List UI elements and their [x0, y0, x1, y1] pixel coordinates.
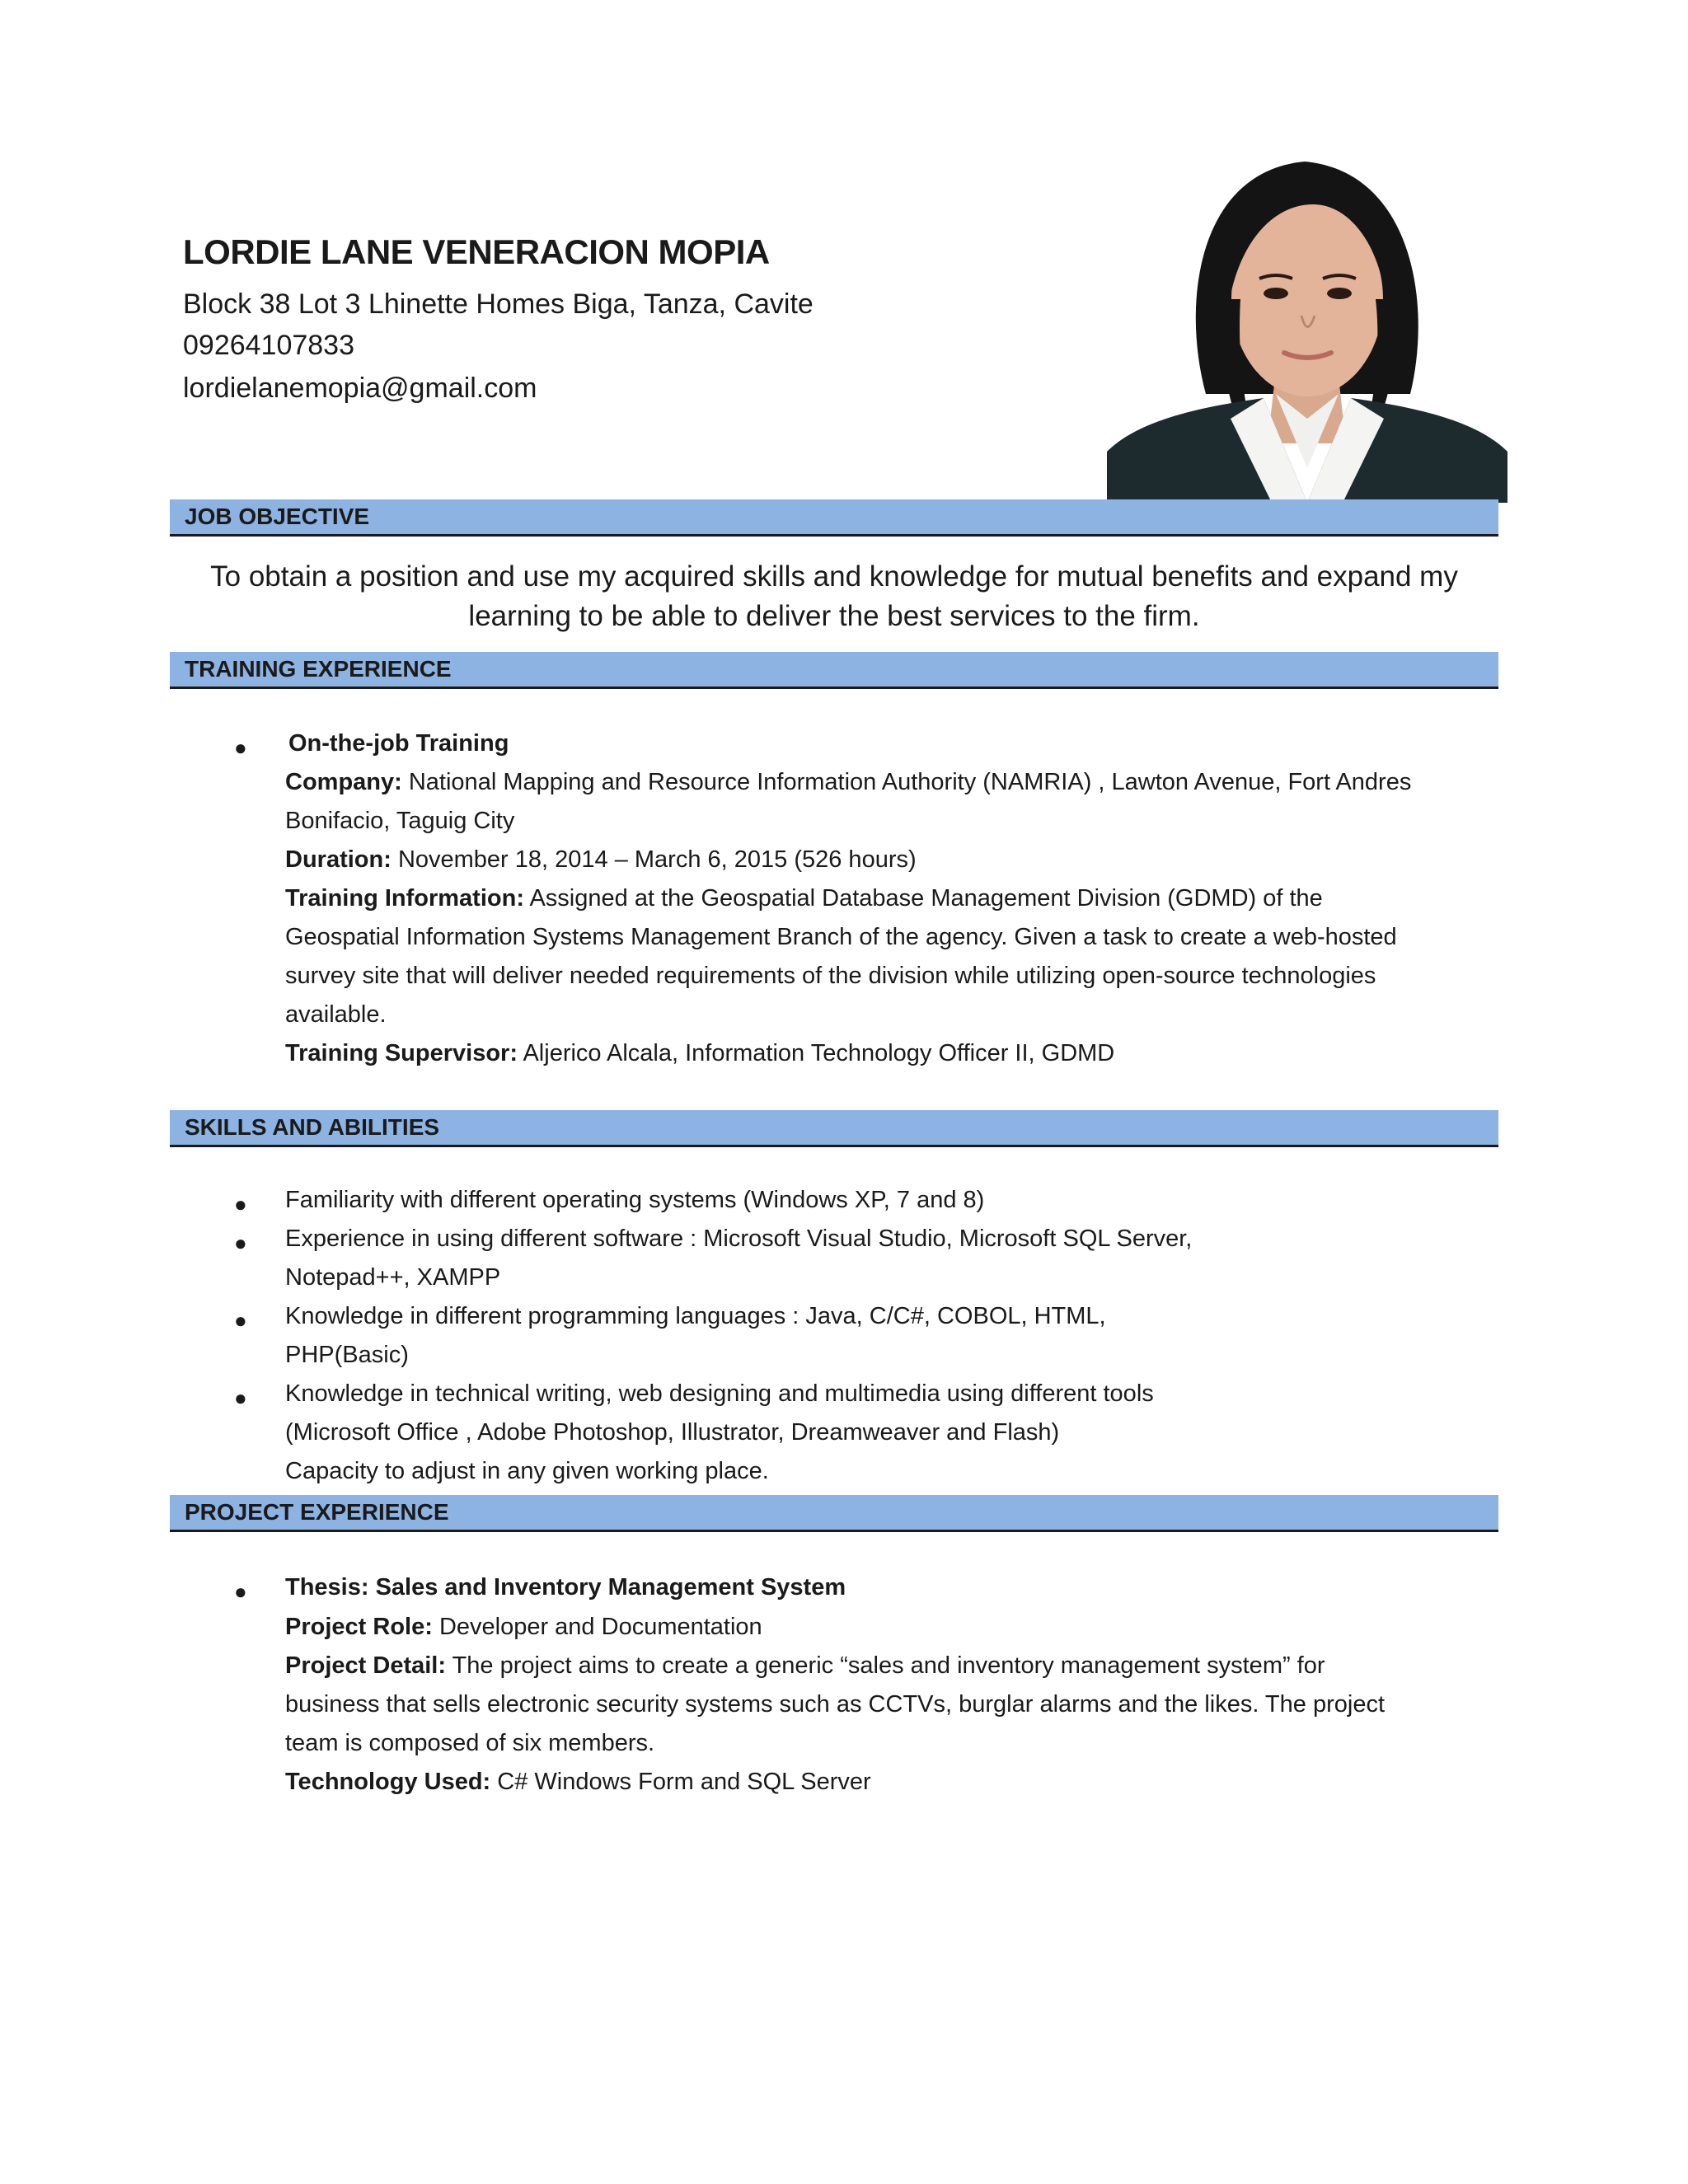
section-header-training-experience: [170, 652, 1498, 689]
detail-value: The project aims to create a generic “sales and inventory management system” for: [452, 1652, 1325, 1679]
bullet: ●: [234, 1230, 247, 1255]
bullet: ●: [234, 1579, 247, 1604]
training-duration: [285, 846, 917, 874]
section-title: JOB OBJECTIVE: [185, 504, 370, 529]
portrait-illustration: [1107, 122, 1507, 503]
skill-item: Capacity to adjust in any given working place.: [285, 1458, 769, 1484]
training-title: [288, 730, 509, 757]
project-detail-line-3: team is composed of six members.: [285, 1730, 655, 1756]
info-value: Assigned at the Geospatial Database Management Division (GDMD) of the: [529, 885, 1323, 912]
section-title: SKILLS AND ABILITIES: [185, 1114, 440, 1140]
training-company-cont: Bonifacio, Taguig City: [285, 808, 515, 834]
duration-label: Duration:: [285, 846, 392, 873]
supervisor-value: Aljerico Alcala, Information Technology Officer II, GDMD: [523, 1040, 1115, 1066]
section-title: PROJECT EXPERIENCE: [185, 1499, 449, 1525]
training-info-line-3: survey site that will deliver needed requirements of the division while utilizing open-source technologies: [285, 963, 1376, 989]
training-company: [285, 769, 1411, 796]
project-role: [285, 1614, 762, 1641]
bullet: ●: [234, 1192, 247, 1216]
project-title-text: Thesis: Sales and Inventory Management System: [285, 1574, 846, 1601]
training-info: [285, 885, 1323, 912]
section-title: TRAINING EXPERIENCE: [185, 656, 452, 682]
training-info-line-2: Geospatial Information Systems Management Branch of the agency. Given a task to create a web-hosted: [285, 924, 1397, 950]
training-supervisor: [285, 1040, 1114, 1067]
section-header-project-experience: [170, 1495, 1498, 1532]
info-label: Training Information:: [285, 885, 524, 912]
supervisor-label: Training Supervisor:: [285, 1040, 518, 1066]
detail-label: Project Detail:: [285, 1652, 446, 1679]
skill-item: Knowledge in technical writing, web designing and multimedia using different tools: [285, 1380, 1154, 1407]
applicant-name: LORDIE LANE VENERACION MOPIA: [183, 232, 770, 271]
project-title: [285, 1574, 846, 1601]
section-header-skills-and-abilities: [170, 1110, 1498, 1147]
technology-value: C# Windows Form and SQL Server: [497, 1769, 871, 1795]
skill-item: Experience in using different software : Microsoft Visual Studio, Microsoft SQL Server,: [285, 1226, 1193, 1252]
company-label: Company:: [285, 769, 402, 795]
section-header-job-objective: [170, 499, 1498, 537]
technology-label: Technology Used:: [285, 1769, 491, 1795]
skill-item-cont: (Microsoft Office , Adobe Photoshop, Illustrator, Dreamweaver and Flash): [285, 1419, 1060, 1446]
role-value: Developer and Documentation: [438, 1614, 762, 1640]
duration-value: November 18, 2014 – March 6, 2015 (526 hours): [397, 846, 917, 873]
company-value: National Mapping and Resource Information Authority (NAMRIA) , Lawton Avenue, Fort Andres: [408, 769, 1412, 795]
bullet: ●: [234, 1385, 247, 1410]
skill-item-cont: Notepad++, XAMPP: [285, 1264, 501, 1291]
project-technology: [285, 1769, 871, 1796]
phone-number: 09264107833: [183, 330, 355, 361]
project-detail-line-2: business that sells electronic security systems such as CCTVs, burglar alarms and the likes. The project: [285, 1691, 1385, 1718]
training-title-text: On-the-job Training: [288, 730, 509, 757]
project-detail: [285, 1652, 1325, 1680]
job-objective-text: To obtain a position and use my acquired skills and knowledge for mutual benefits and expand my learning to be able to deliver the best services to the firm.: [210, 560, 1458, 632]
applicant-photo: [1107, 122, 1507, 503]
training-info-line-4: available.: [285, 1001, 387, 1028]
address: Block 38 Lot 3 Lhinette Homes Biga, Tanza, Cavite: [183, 288, 814, 320]
skill-item: Familiarity with different operating systems (Windows XP, 7 and 8): [285, 1187, 985, 1213]
email-address: lordielanemopia@gmail.com: [183, 373, 537, 404]
role-label: Project Role:: [285, 1614, 433, 1640]
bullet: ●: [234, 735, 247, 760]
skill-item: Knowledge in different programming languages : Java, C/C#, COBOL, HTML,: [285, 1303, 1106, 1329]
bullet: ●: [234, 1308, 247, 1333]
skill-item-cont: PHP(Basic): [285, 1342, 409, 1368]
